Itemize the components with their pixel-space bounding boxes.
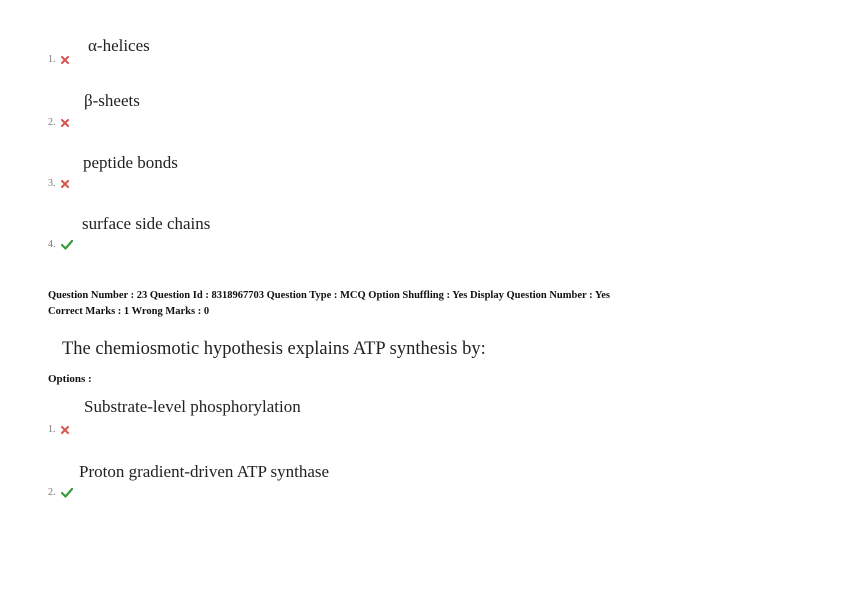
prev-option-1 — [0, 36, 842, 96]
question-meta-line2: Correct Marks : 1 Wrong Marks : 0 — [48, 306, 210, 317]
cross-icon — [61, 119, 69, 127]
check-icon — [61, 488, 73, 498]
option-number: 4. — [48, 239, 73, 250]
question-meta-line1: Question Number : 23 Question Id : 8318967703 Question Type : MCQ Option Shuffling : Yes Display Question Number : Yes — [48, 290, 611, 301]
cross-icon — [61, 56, 69, 64]
option-2 — [0, 462, 842, 522]
option-number: 1. — [48, 424, 69, 435]
option-text: Proton gradient-driven ATP synthase — [79, 462, 330, 481]
prev-option-3 — [0, 153, 842, 213]
cross-icon — [61, 180, 69, 188]
option-number: 1. — [48, 54, 69, 65]
option-text: peptide bonds — [83, 153, 178, 172]
option-number: 2. — [48, 117, 69, 128]
option-text: surface side chains — [82, 214, 211, 233]
option-number: 2. — [48, 487, 73, 498]
option-number: 3. — [48, 178, 69, 189]
option-text: β-sheets — [84, 91, 140, 110]
prev-option-2 — [0, 91, 842, 151]
options-label: Options : — [48, 373, 92, 385]
option-text: α-helices — [88, 36, 150, 55]
cross-icon — [61, 426, 69, 434]
prev-option-4 — [0, 214, 842, 274]
option-1 — [0, 397, 842, 457]
question-text: The chemiosmotic hypothesis explains ATP synthesis by: — [62, 339, 486, 359]
check-icon — [61, 240, 73, 250]
option-text: Substrate-level phosphorylation — [84, 397, 301, 416]
